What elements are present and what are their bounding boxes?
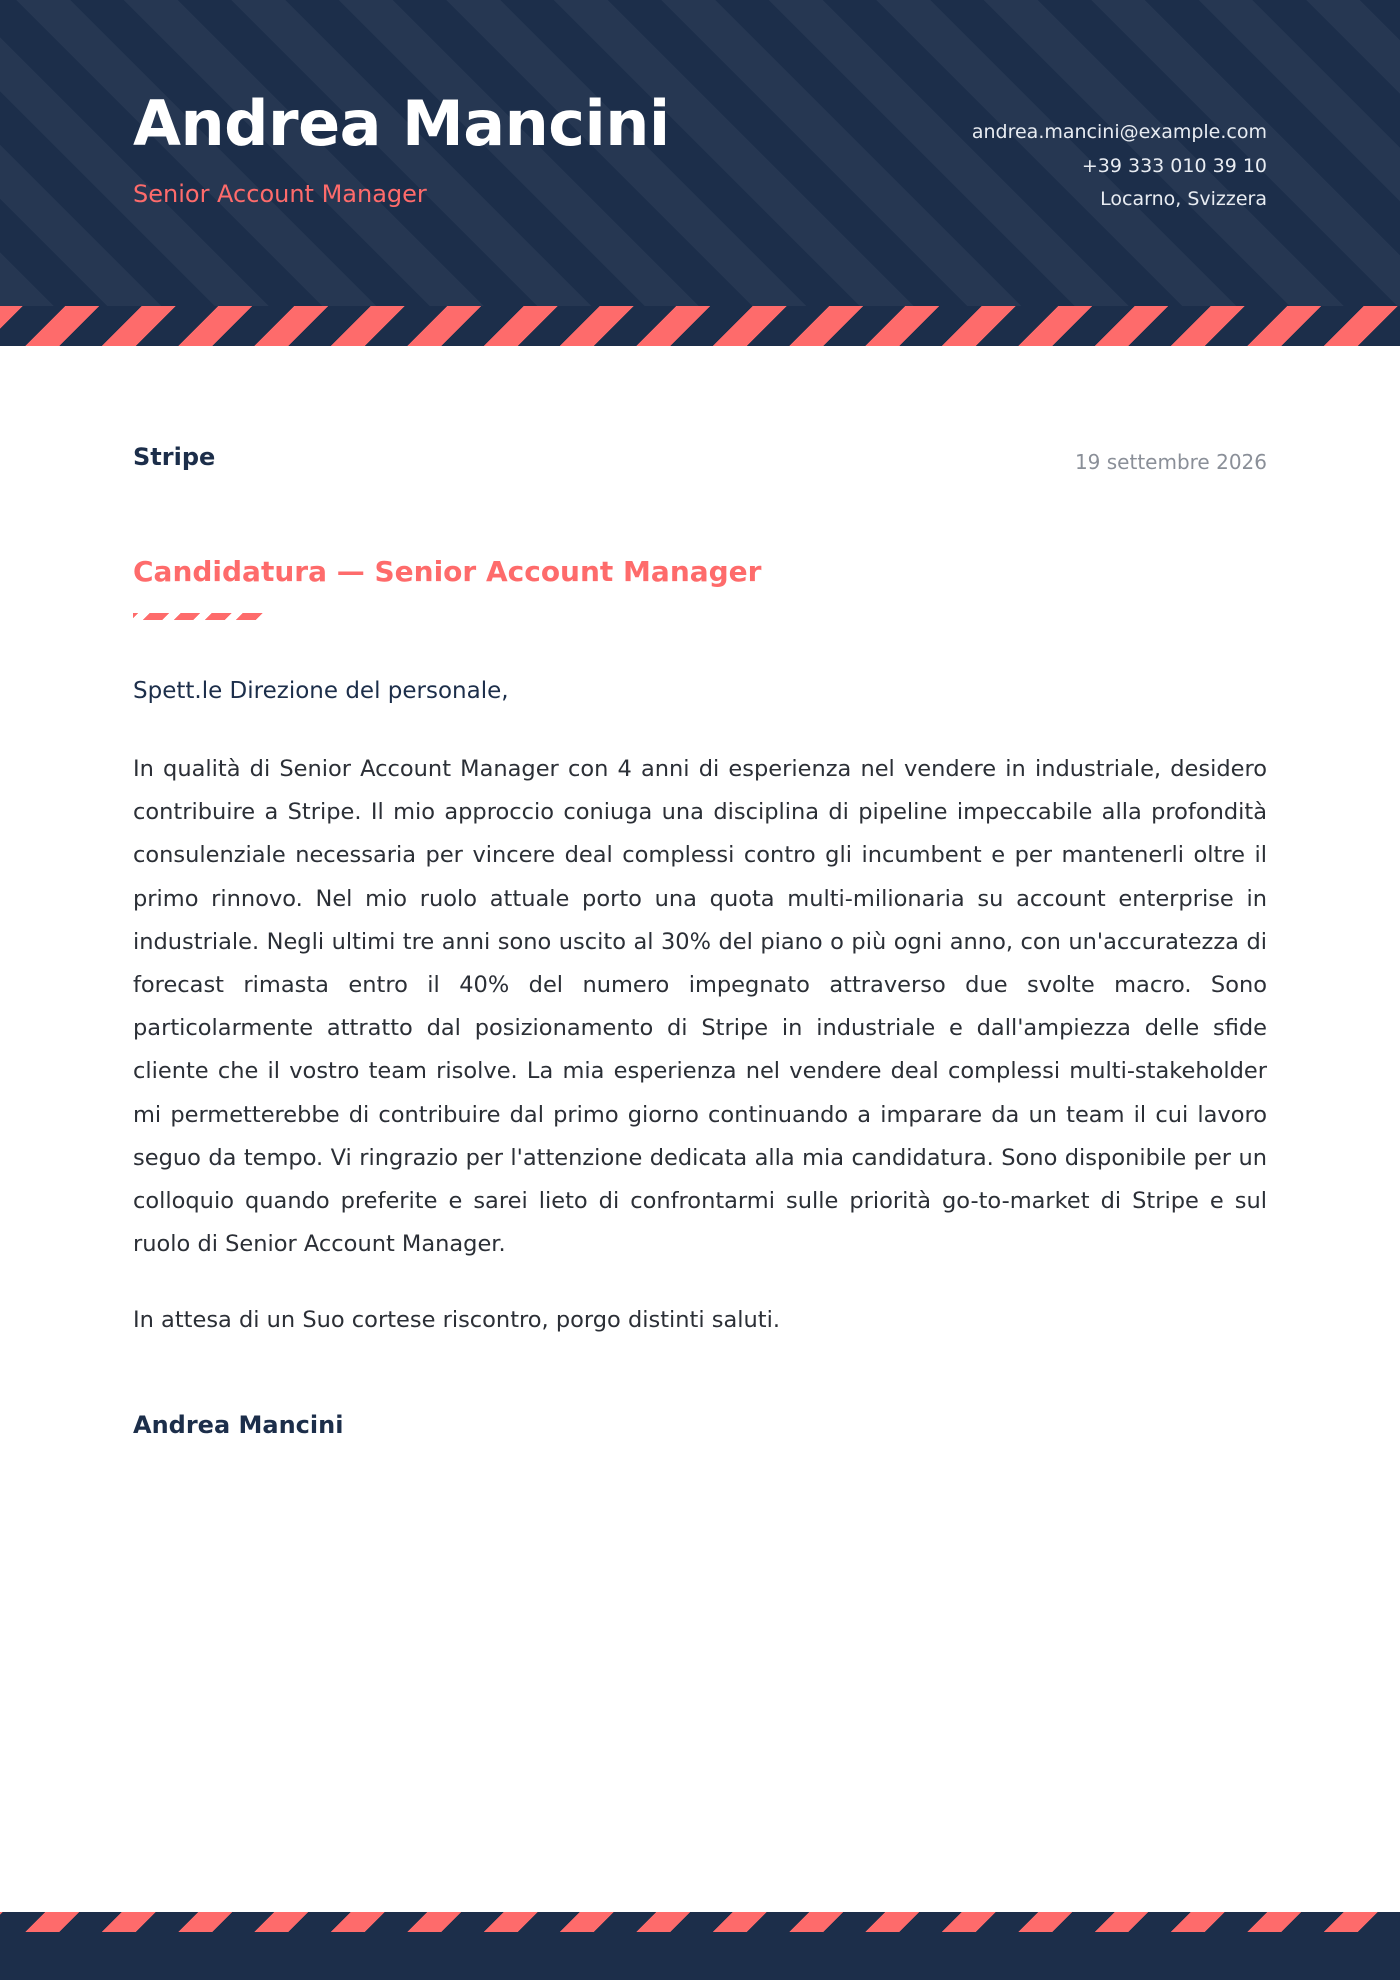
contact-phone: +39 333 010 39 10 — [1081, 154, 1267, 177]
contact-block — [972, 116, 1267, 217]
letter-body: In qualità di Senior Account Manager con 4 anni di esperienza nel vendere in industriale, desidero contribuire a Stripe. Il mio approccio coniuga una disciplina di pipeline impeccabile alla profondità consulenziale necessaria per vincere deal complessi contro gli incumbent e per mantenerli oltre il primo rinnovo. Nel mio ruolo attuale porto una quota multi-milionaria su account enterprise in industriale. Negli ultimi tre anni sono uscito al 30% del piano o più ogni anno, con un'accuratezza di forecast rimasta entro il 40% del numero impegnato attraverso due svolte macro. Sono particolarmente attratto dal posizionamento di Stripe in industriale e dall'ampiezza delle sfide cliente che il vostro team risolve. La mia esperienza nel vendere deal complessi multi-stakeholder mi permetterebbe di contribuire dal primo giorno continuando a imparare da un team il cui lavoro seguo da tempo. Vi ringrazio per l'attenzione dedicata alla mia candidatura. Sono disponibile per un colloquio quando preferite e sarei lieto di confrontarmi sulle priorità go-to-market di Stripe e sul ruolo di Senior Account Manager. — [133, 756, 1267, 1258]
letter-subject: Candidatura — Senior Account Manager — [133, 555, 762, 588]
sender-role: Senior Account Manager — [133, 180, 427, 208]
letter-closing: In attesa di un Suo cortese riscontro, porgo distinti saluti. — [133, 1307, 781, 1333]
letter-date: 19 settembre 2026 — [1074, 450, 1267, 474]
recipient-company: Stripe — [133, 443, 216, 471]
footer-stripe-divider — [0, 1912, 1400, 1932]
sender-name: Andrea Mancini — [133, 87, 670, 160]
page-footer — [0, 1932, 1400, 1980]
contact-email: andrea.mancini@example.com — [971, 121, 1267, 143]
subject-accent-stripes — [133, 613, 267, 620]
letter-salutation: Spett.le Direzione del personale, — [133, 678, 509, 704]
header-stripe-divider — [0, 306, 1400, 346]
letter-signature: Andrea Mancini — [133, 1411, 344, 1439]
letterhead-header — [0, 0, 1400, 306]
contact-location: Locarno, Svizzera — [1100, 188, 1267, 210]
